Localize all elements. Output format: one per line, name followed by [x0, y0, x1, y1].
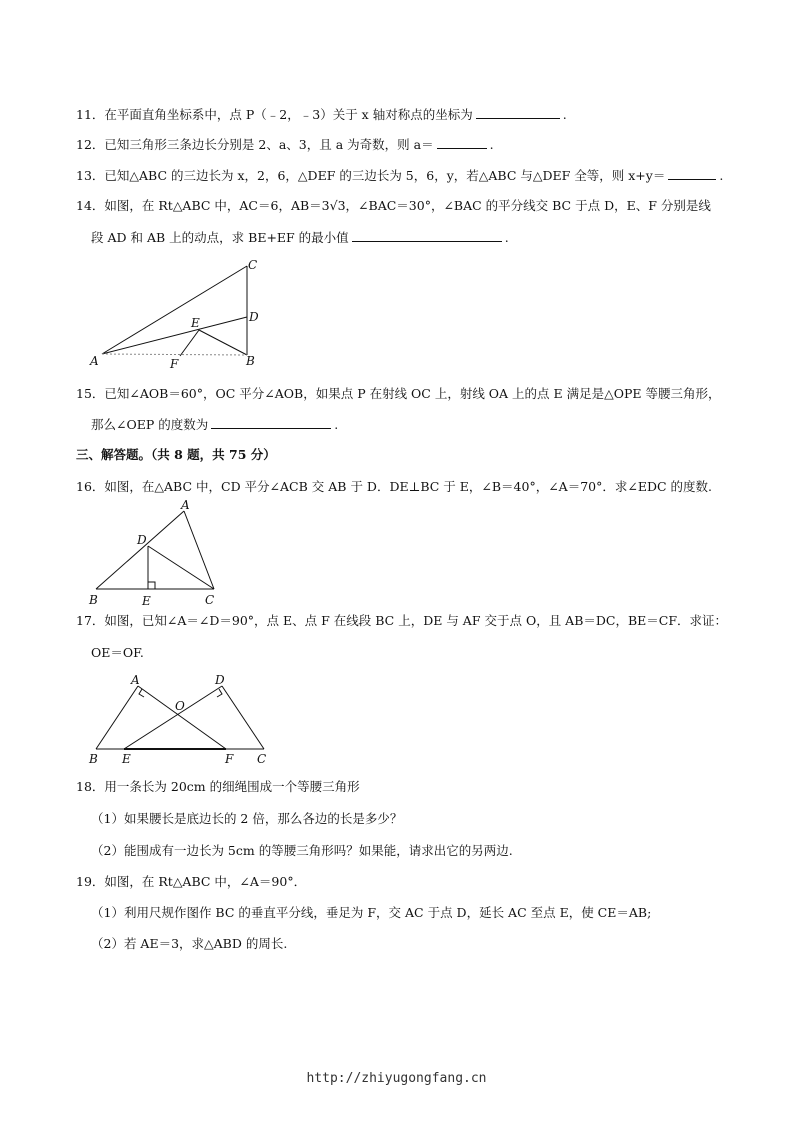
question-11 [76, 106, 567, 123]
label-b: B [89, 752, 98, 766]
label-c: C [248, 258, 258, 272]
figure-17 [86, 672, 276, 767]
label-e: E [142, 594, 151, 608]
question-16: 16．如图，在△ABC 中，CD 平分∠ACB 交 AB 于 D．DE⊥BC 于 E，∠B＝40°，∠A＝70°．求∠EDC 的度数. [76, 479, 712, 494]
question-18-part2: （2）能围成有一边长为 5cm 的等腰三角形吗？如果能，请求出它的另两边. [91, 843, 513, 858]
label-c: C [257, 752, 267, 766]
period: . [562, 107, 567, 122]
label-d: D [249, 310, 259, 324]
question-14-line2 [91, 229, 509, 246]
period: . [489, 137, 494, 152]
question-19-part2: （2）若 AE＝3，求△ABD 的周长. [91, 936, 288, 951]
question-15-line1: 15．已知∠AOB＝60°，OC 平分∠AOB，如果点 P 在射线 OC 上，射线 OA 上的点 E 满足是△OPE 等腰三角形， [76, 386, 721, 401]
question-12 [76, 136, 494, 153]
label-a: A [131, 673, 140, 687]
answer-blank [437, 136, 487, 149]
period: . [504, 230, 509, 245]
label-a: A [90, 354, 99, 368]
question-13-text: 13．已知△ABC 的三边长为 x，2，6，△DEF 的三边长为 5，6，y，若△ABC 与△DEF 全等，则 x+y＝ [76, 168, 666, 183]
segment-dc [222, 686, 264, 749]
segment-eb [199, 330, 247, 355]
segment-ba [96, 511, 184, 589]
question-15-line2 [91, 416, 338, 433]
answer-blank [211, 416, 331, 429]
answer-blank [476, 106, 560, 119]
period: . [334, 417, 339, 432]
figure-14 [86, 255, 276, 370]
question-19-part1: （1）利用尺规作图作 BC 的垂直平分线，垂足为 F，交 AC 于点 D，延长 AC 至点 E，使 CE＝AB; [91, 905, 652, 920]
question-14-line1: 14．如图，在 Rt△ABC 中，AC＝6，AB＝3√3，∠BAC＝30°，∠BAC 的平分线交 BC 于点 D，E、F 分别是线 [76, 198, 711, 213]
segment-ef [180, 330, 199, 356]
question-17-line2: OE＝OF. [91, 645, 144, 660]
period: . [719, 168, 724, 183]
segment-af [138, 686, 226, 749]
question-12-text: 12．已知三角形三条边长分别是 2、a、3，且 a 为奇数，则 a＝ [76, 137, 434, 152]
label-e: E [122, 752, 131, 766]
question-13 [76, 167, 723, 184]
segment-de [124, 686, 222, 749]
label-d: D [137, 533, 147, 547]
question-14-text: 段 AD 和 AB 上的动点，求 BE+EF 的最小值 [91, 230, 349, 245]
figure-16 [86, 497, 226, 609]
segment-dc [148, 546, 214, 589]
label-d: D [215, 673, 225, 687]
segment-ad [102, 317, 247, 354]
answer-blank [668, 167, 716, 180]
question-15-text: 那么∠OEP 的度数为 [91, 417, 209, 432]
question-17-line1: 17．如图，已知∠A＝∠D＝90°，点 E、点 F 在线段 BC 上，DE 与 AF 交于点 O，且 AB＝DC，BE＝CF．求证： [76, 613, 728, 628]
label-o: O [175, 699, 185, 713]
section-heading: 三、解答题。（共 8 题，共 75 分） [76, 447, 276, 462]
question-19-line1: 19．如图，在 Rt△ABC 中，∠A＝90°． [76, 874, 307, 889]
footer-url[interactable]: http://zhiyugongfang.cn [306, 1071, 487, 1086]
right-angle-mark [148, 582, 155, 589]
question-18-part1: （1）如果腰长是底边长的 2 倍，那么各边的长是多少？ [91, 811, 403, 826]
label-c: C [205, 593, 215, 607]
label-f: F [170, 357, 179, 370]
right-angle-mark-d [217, 689, 222, 697]
label-f: F [225, 752, 234, 766]
label-e: E [191, 316, 200, 330]
segment-ac [184, 511, 214, 589]
question-11-text: 11．在平面直角坐标系中，点 P（﹣2，﹣3）关于 x 轴对称点的坐标为 [76, 107, 473, 122]
question-18-line1: 18．用一条长为 20cm 的细绳围成一个等腰三角形 [76, 779, 360, 794]
segment-ac [102, 266, 247, 354]
label-b: B [89, 593, 98, 607]
answer-blank [352, 229, 502, 242]
segment-ab [102, 354, 247, 355]
label-b: B [246, 354, 255, 368]
segment-ba [96, 686, 138, 749]
label-a: A [181, 498, 190, 512]
